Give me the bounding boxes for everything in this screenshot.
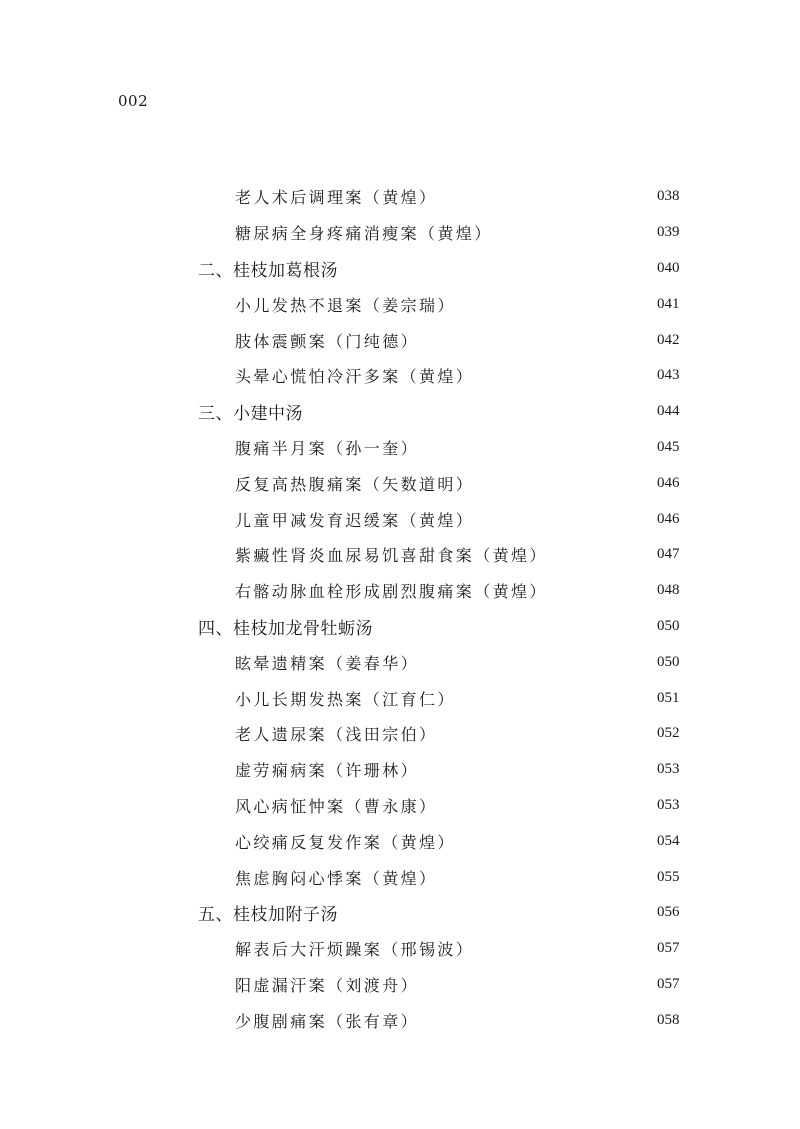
toc-entry[interactable]	[0, 931, 800, 967]
toc-page-number: 039	[657, 224, 680, 241]
toc-entry[interactable]	[0, 537, 800, 573]
toc-page-number: 053	[657, 761, 680, 778]
toc-page-number: 056	[657, 904, 680, 921]
toc-page-number: 052	[657, 725, 680, 742]
toc-entry-title: 小儿发热不退案（姜宗瑞）	[235, 295, 456, 315]
toc-page-number: 038	[657, 188, 680, 205]
toc-entry-title: 糖尿病全身疼痛消瘦案（黄煌）	[235, 224, 493, 244]
toc-page-number: 051	[657, 689, 680, 706]
toc-entry[interactable]	[0, 215, 800, 251]
toc-entry[interactable]	[0, 752, 800, 788]
toc-entry-title: 心绞痛反复发作案（黄煌）	[235, 832, 456, 852]
toc-page-number: 047	[657, 546, 680, 563]
toc-entry[interactable]	[0, 716, 800, 752]
toc-entry[interactable]	[0, 823, 800, 859]
toc-entry[interactable]	[0, 179, 800, 215]
toc-page-number: 058	[657, 1011, 680, 1028]
toc-entry[interactable]	[0, 859, 800, 895]
toc-entry-title: 肢体震颤案（门纯德）	[235, 331, 420, 351]
toc-entry-title: 焦虑胸闷心悸案（黄煌）	[235, 868, 438, 888]
toc-page-number: 050	[657, 617, 680, 634]
toc-entry[interactable]	[0, 680, 800, 716]
toc-section[interactable]	[0, 609, 800, 645]
toc-section-title: 五、桂枝加附子汤	[198, 905, 338, 926]
toc-section[interactable]	[0, 251, 800, 287]
toc-page-number: 040	[657, 259, 680, 276]
table-of-contents	[0, 179, 800, 1038]
toc-entry-title: 儿童甲减发育迟缓案（黄煌）	[235, 510, 475, 530]
toc-page-number: 054	[657, 832, 680, 849]
toc-entry-title: 老人遗尿案（浅田宗伯）	[235, 725, 438, 745]
toc-entry[interactable]	[0, 788, 800, 824]
toc-page-number: 055	[657, 868, 680, 885]
toc-entry-title: 少腹剧痛案（张有章）	[235, 1011, 420, 1031]
toc-page-number: 053	[657, 796, 680, 813]
toc-section[interactable]	[0, 394, 800, 430]
toc-page-number: 044	[657, 403, 680, 420]
toc-entry-title: 腹痛半月案（孙一奎）	[235, 438, 420, 458]
page-number: 002	[118, 92, 149, 110]
toc-entry-title: 眩晕遗精案（姜春华）	[235, 653, 420, 673]
toc-page-number: 046	[657, 474, 680, 491]
toc-entry-title: 反复高热腹痛案（矢数道明）	[235, 474, 475, 494]
toc-entry-title: 虚劳痫病案（许珊林）	[235, 761, 420, 781]
toc-page-number: 045	[657, 438, 680, 455]
toc-entry-title: 右髂动脉血栓形成剧烈腹痛案（黄煌）	[235, 582, 548, 602]
toc-entry-title: 紫癜性肾炎血尿易饥喜甜食案（黄煌）	[235, 546, 548, 566]
toc-page-number: 057	[657, 940, 680, 957]
toc-page-number: 041	[657, 295, 680, 312]
toc-section-title: 四、桂枝加龙骨牡蛎汤	[198, 618, 373, 639]
toc-entry[interactable]	[0, 286, 800, 322]
toc-entry[interactable]	[0, 358, 800, 394]
toc-entry-title: 解表后大汗烦躁案（邢锡波）	[235, 940, 475, 960]
toc-entry[interactable]	[0, 644, 800, 680]
toc-entry-title: 老人术后调理案（黄煌）	[235, 188, 438, 208]
toc-entry[interactable]	[0, 573, 800, 609]
toc-entry[interactable]	[0, 501, 800, 537]
toc-entry[interactable]	[0, 967, 800, 1003]
toc-entry-title: 小儿长期发热案（江育仁）	[235, 689, 456, 709]
toc-page-number: 057	[657, 975, 680, 992]
toc-entry-title: 阳虚漏汗案（刘渡舟）	[235, 975, 420, 995]
toc-entry[interactable]	[0, 430, 800, 466]
toc-entry-title: 头晕心慌怕冷汗多案（黄煌）	[235, 367, 475, 387]
toc-page-number: 042	[657, 331, 680, 348]
toc-entry[interactable]	[0, 322, 800, 358]
toc-entry[interactable]	[0, 1002, 800, 1038]
toc-entry-title: 风心病怔忡案（曹永康）	[235, 796, 438, 816]
toc-page-number: 046	[657, 510, 680, 527]
toc-page-number: 043	[657, 367, 680, 384]
toc-section-title: 二、桂枝加葛根汤	[198, 260, 338, 281]
toc-entry[interactable]	[0, 465, 800, 501]
toc-section-title: 三、小建中汤	[198, 404, 303, 425]
toc-page-number: 048	[657, 582, 680, 599]
toc-section[interactable]	[0, 895, 800, 931]
toc-page-number: 050	[657, 653, 680, 670]
